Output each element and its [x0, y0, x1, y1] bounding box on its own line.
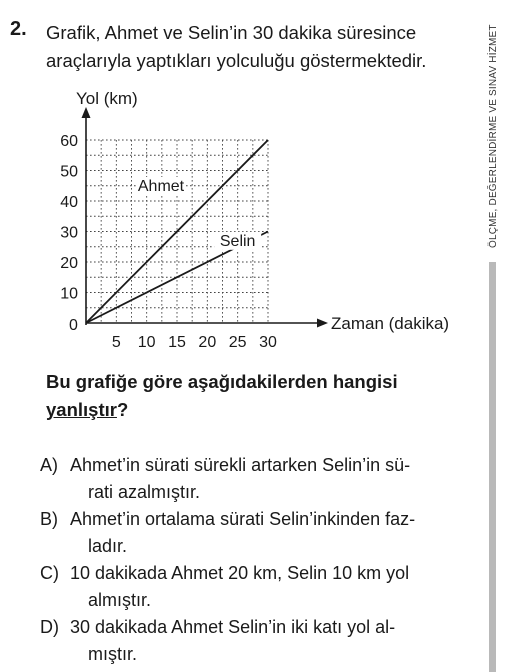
- question-text-line: Grafik, Ahmet ve Selin’in 30 dakika süresince: [46, 22, 417, 43]
- option-line: mıştır.: [88, 644, 137, 664]
- y-tick-label: 50: [60, 163, 78, 181]
- option-text: [70, 506, 480, 560]
- x-axis-arrow: [317, 319, 328, 328]
- option-label: A): [40, 455, 58, 475]
- question-text-line: araçlarıyla yaptıkları yolculuğu göstermektedir.: [46, 50, 427, 71]
- option-text: [70, 614, 480, 668]
- prompt-underlined-word: yanlıştır: [46, 399, 117, 420]
- option-label: B): [40, 509, 58, 529]
- y-axis-label: Yol (km): [76, 89, 138, 108]
- prompt-line-1: Bu grafiğe göre aşağıdakilerden hangisi: [46, 371, 398, 392]
- series-line-ahmet: [86, 140, 268, 323]
- x-tick-label: 30: [259, 334, 277, 351]
- y-tick-label: 10: [60, 285, 78, 303]
- series-label-ahmet: Ahmet: [137, 178, 185, 195]
- option-c[interactable]: [40, 560, 480, 614]
- side-bar: [489, 262, 496, 672]
- x-tick-label: 20: [198, 334, 217, 351]
- question-text: [46, 19, 476, 75]
- answer-options: [40, 452, 480, 668]
- y-tick-label: 40: [60, 194, 78, 211]
- option-line: almıştır.: [88, 590, 152, 610]
- option-a[interactable]: [40, 452, 480, 506]
- series-label-selin: Selin: [219, 232, 256, 250]
- y-tick-label: 20: [60, 255, 78, 272]
- option-b[interactable]: [40, 506, 480, 560]
- option-text: [70, 560, 480, 614]
- option-line: 10 dakikada Ahmet 20 km, Selin 10 km yol: [70, 563, 410, 583]
- question-prompt: [46, 368, 466, 424]
- option-line: 30 dakikada Ahmet Selin’in iki katı yol al-: [70, 617, 396, 637]
- y-axis-arrow: [82, 107, 91, 118]
- question-number: 2.: [10, 18, 27, 40]
- x-tick-label: 10: [137, 334, 156, 351]
- option-line: ladır.: [88, 536, 128, 556]
- option-line: rati azalmıştır.: [88, 482, 201, 502]
- distance-time-chart: [0, 80, 480, 355]
- series-lines: [86, 140, 268, 323]
- y-tick-label: 60: [60, 133, 78, 150]
- x-axis-label: Zaman (dakika): [331, 314, 450, 333]
- option-d[interactable]: [40, 614, 480, 668]
- option-line: Ahmet’in ortalama sürati Selin’inkinden faz-: [70, 509, 416, 529]
- option-label: C): [40, 563, 59, 583]
- y-tick-label: 30: [60, 224, 78, 242]
- publisher-side-label: ÖLÇME, DEĞERLENDİRME VE SINAV HİZMET: [488, 24, 499, 248]
- x-tick-label: 5: [111, 334, 121, 351]
- origin-label: 0: [69, 317, 78, 334]
- prompt-question-mark: ?: [116, 399, 129, 420]
- option-line: Ahmet’in sürati sürekli artarken Selin’in sü-: [70, 455, 411, 475]
- option-label: D): [40, 617, 59, 637]
- x-tick-label: 15: [168, 334, 186, 351]
- option-text: [70, 452, 480, 506]
- x-tick-label: 25: [228, 334, 247, 351]
